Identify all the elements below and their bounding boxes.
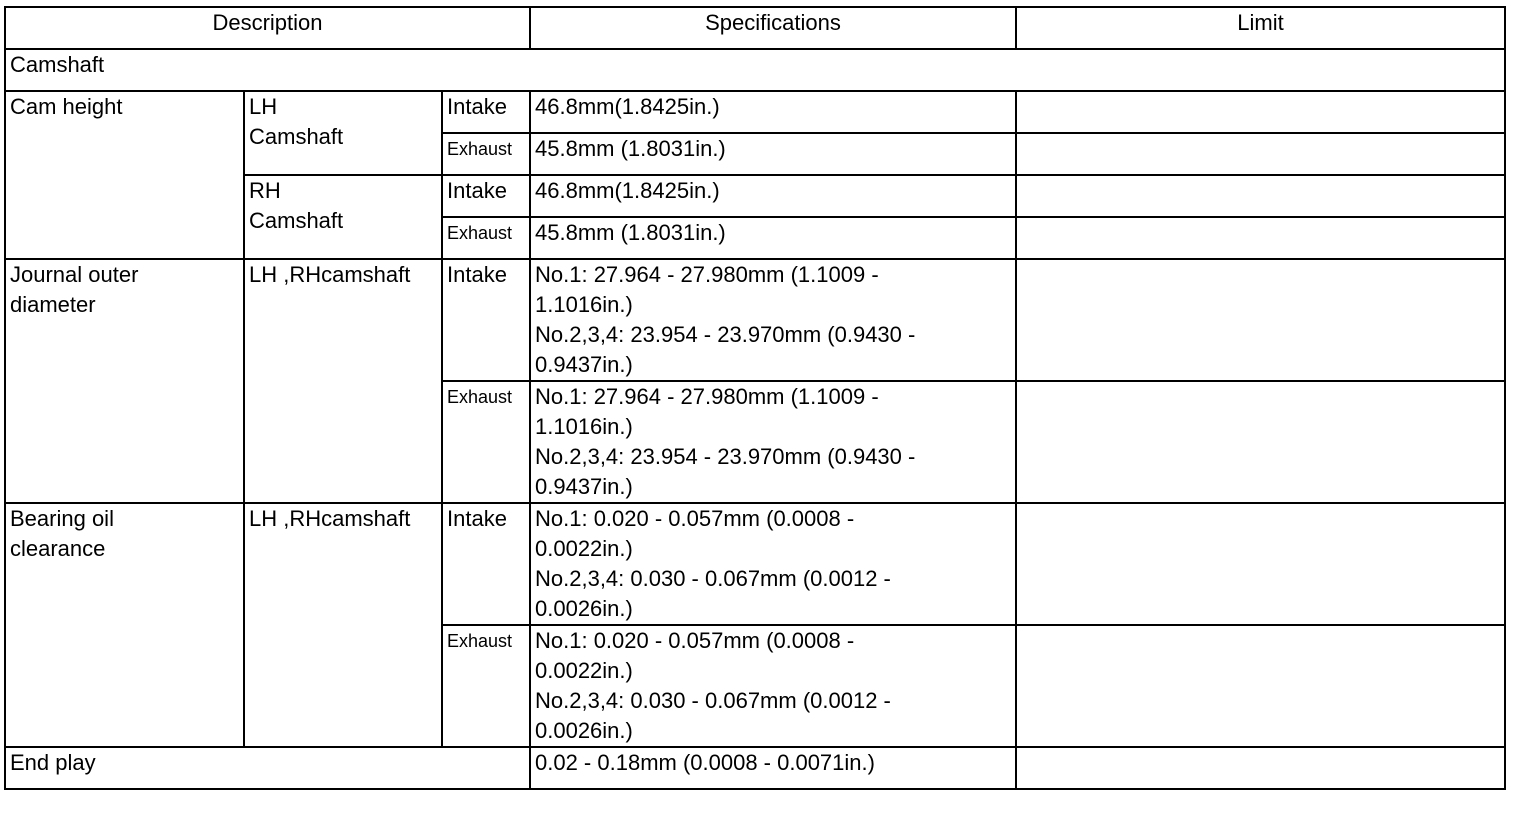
- spec-cell: [530, 259, 1016, 381]
- intake-label: Intake: [442, 175, 530, 217]
- limit-cell: [1016, 217, 1505, 259]
- camshaft-spec-table: [4, 6, 1506, 790]
- spec-cell: [530, 503, 1016, 625]
- spec-line: 0.0022in.): [535, 658, 633, 683]
- clearance-label-line: clearance: [10, 536, 106, 561]
- limit-cell: [1016, 503, 1505, 625]
- limit-cell: [1016, 175, 1505, 217]
- spec-line: No.2,3,4: 23.954 - 23.970mm (0.9430 -: [535, 322, 916, 347]
- spec-line: No.1: 27.964 - 27.980mm (1.1009 -: [535, 384, 879, 409]
- bearing-label-line: Bearing oil: [10, 506, 114, 531]
- limit-cell: [1016, 625, 1505, 747]
- spec-line: 0.0022in.): [535, 536, 633, 561]
- journal-camshaft-label: LH ,RHcamshaft: [244, 259, 442, 503]
- intake-label: Intake: [442, 259, 530, 381]
- spec-line: No.1: 27.964 - 27.980mm (1.1009 -: [535, 262, 879, 287]
- spec-cell: 46.8mm(1.8425in.): [530, 91, 1016, 133]
- intake-label: Intake: [442, 91, 530, 133]
- spec-cell: [530, 381, 1016, 503]
- section-camshaft: Camshaft: [5, 49, 1505, 91]
- end-play-label: End play: [5, 747, 530, 789]
- intake-label: Intake: [442, 503, 530, 625]
- spec-line: No.1: 0.020 - 0.057mm (0.0008 -: [535, 628, 855, 653]
- limit-cell: [1016, 91, 1505, 133]
- spec-line: No.2,3,4: 0.030 - 0.067mm (0.0012 -: [535, 566, 891, 591]
- spec-cell: 46.8mm(1.8425in.): [530, 175, 1016, 217]
- cam-height-label: Cam height: [5, 91, 244, 259]
- camshaft-label-line: Camshaft: [249, 124, 344, 149]
- spec-line: No.1: 0.020 - 0.057mm (0.0008 -: [535, 506, 855, 531]
- bearing-oil-clearance-label: [5, 503, 244, 747]
- spec-cell: 45.8mm (1.8031in.): [530, 133, 1016, 175]
- section-row: [5, 49, 1505, 91]
- spec-line: 0.9437in.): [535, 352, 633, 377]
- table-row: [5, 747, 1505, 789]
- limit-cell: [1016, 747, 1505, 789]
- spec-cell: 45.8mm (1.8031in.): [530, 217, 1016, 259]
- table-row: [5, 503, 1505, 625]
- specifications-header: Specifications: [530, 7, 1016, 49]
- spec-line: 0.9437in.): [535, 474, 633, 499]
- spec-line: No.2,3,4: 23.954 - 23.970mm (0.9430 -: [535, 444, 916, 469]
- table-row: [5, 259, 1505, 381]
- rh-camshaft-label: [244, 175, 442, 259]
- exhaust-label: Exhaust: [442, 381, 530, 503]
- spec-line: 1.1016in.): [535, 292, 633, 317]
- exhaust-label: Exhaust: [442, 217, 530, 259]
- limit-cell: [1016, 133, 1505, 175]
- header-row: [5, 7, 1505, 49]
- rh-label-line: RH: [249, 178, 281, 203]
- exhaust-label: Exhaust: [442, 133, 530, 175]
- exhaust-label: Exhaust: [442, 625, 530, 747]
- spec-cell: [530, 625, 1016, 747]
- spec-line: No.2,3,4: 0.030 - 0.067mm (0.0012 -: [535, 688, 891, 713]
- diameter-label-line: diameter: [10, 292, 96, 317]
- spec-line: 0.0026in.): [535, 596, 633, 621]
- limit-cell: [1016, 381, 1505, 503]
- lh-camshaft-label: [244, 91, 442, 175]
- spec-line: 1.1016in.): [535, 414, 633, 439]
- table-row: [5, 91, 1505, 133]
- camshaft-label-line: Camshaft: [249, 208, 344, 233]
- spec-cell: 0.02 - 0.18mm (0.0008 - 0.0071in.): [530, 747, 1016, 789]
- limit-header: Limit: [1016, 7, 1505, 49]
- lh-label-line: LH: [249, 94, 278, 119]
- limit-cell: [1016, 259, 1505, 381]
- journal-label-line: Journal outer: [10, 262, 139, 287]
- description-header: Description: [5, 7, 530, 49]
- spec-line: 0.0026in.): [535, 718, 633, 743]
- journal-outer-diameter-label: [5, 259, 244, 503]
- bearing-camshaft-label: LH ,RHcamshaft: [244, 503, 442, 747]
